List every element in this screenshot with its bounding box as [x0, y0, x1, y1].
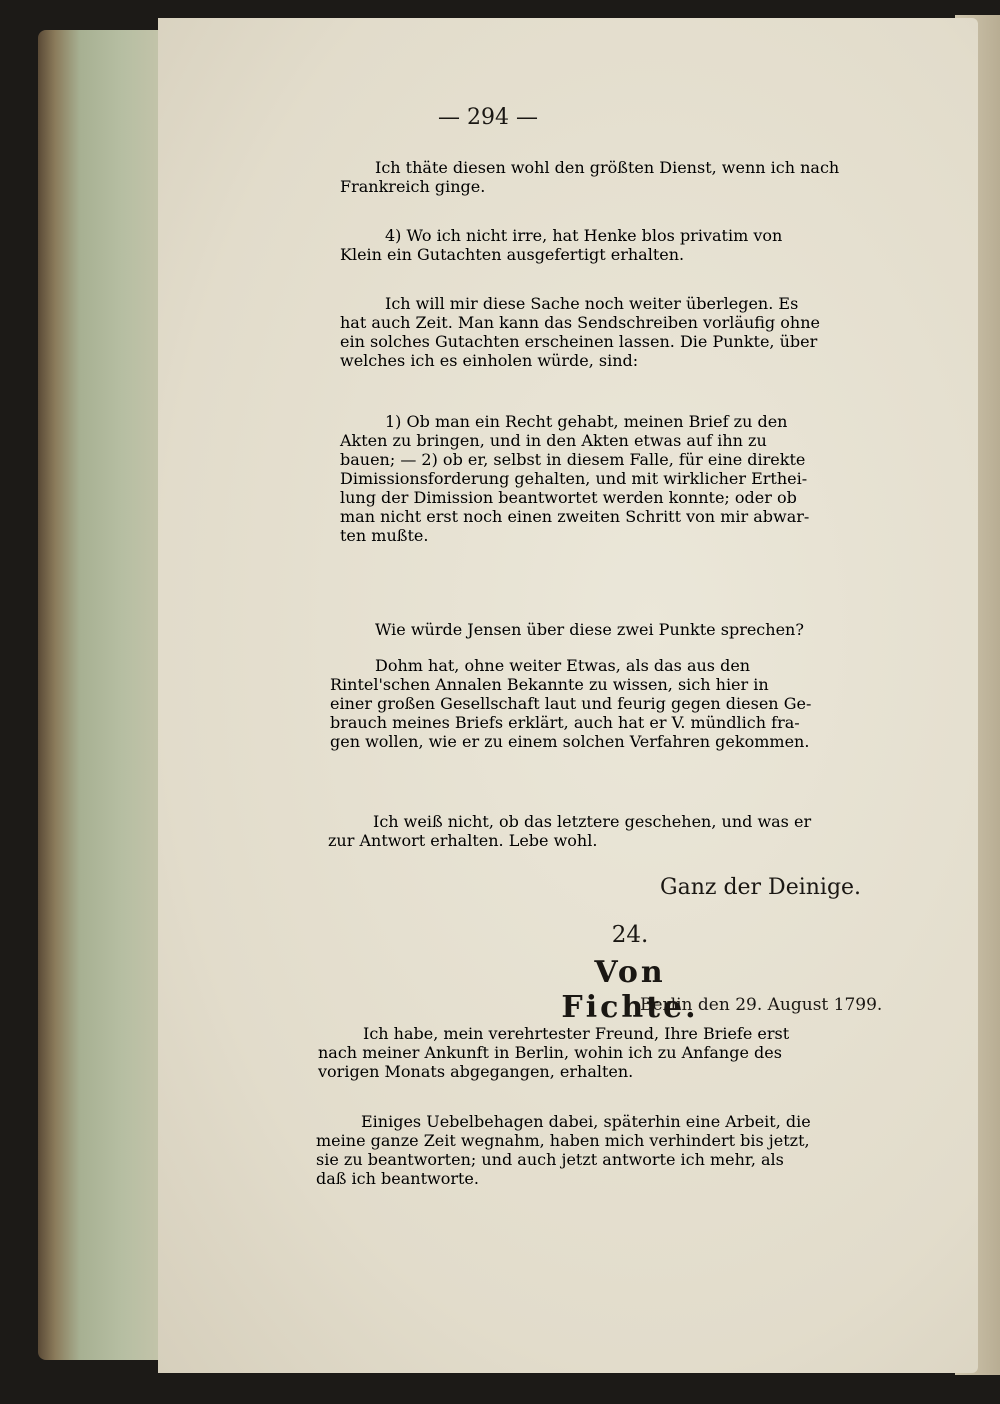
book-page-edges: [38, 30, 178, 1360]
paragraph: [340, 158, 940, 196]
text-line: zur Antwort erhalten. Lebe wohl.: [328, 831, 598, 850]
paragraph: [330, 656, 930, 751]
text-line: meine ganze Zeit wegnahm, haben mich verhindert bis jetzt,: [316, 1131, 810, 1150]
text-line: ein solches Gutachten erscheinen lassen. Die Punkte, über: [340, 332, 818, 351]
text-line: bauen; — 2) ob er, selbst in diesem Falle, für eine direkte: [340, 450, 806, 469]
text-line: gen wollen, wie er zu einem solchen Verfahren gekommen.: [330, 732, 810, 751]
paragraph: [328, 812, 928, 850]
text-line: sie zu beantworten; und auch jetzt antworte ich mehr, als: [316, 1150, 784, 1169]
text-line: welches ich es einholen würde, sind:: [340, 351, 639, 370]
text-line: daß ich beantworte.: [316, 1169, 479, 1188]
paragraph: [340, 226, 940, 264]
text-line: Akten zu bringen, und in den Akten etwas auf ihn zu: [340, 431, 767, 450]
text-line: einer großen Gesellschaft laut und feurig gegen diesen Ge-: [330, 694, 812, 713]
letter-signature: Ganz der Deinige.: [660, 875, 862, 900]
text-line: Dimissionsforderung gehalten, und mit wirklicher Erthei-: [340, 469, 808, 488]
text-line: man nicht erst noch einen zweiten Schritt von mir abwar-: [340, 507, 810, 526]
text-line: Frankreich ginge.: [340, 177, 486, 196]
paragraph: [340, 412, 940, 545]
text-line: lung der Dimission beantwortet werden konnte; oder ob: [340, 488, 797, 507]
letter-heading: Von Fichte.: [561, 955, 699, 1025]
text-line: 1) Ob man ein Recht gehabt, meinen Brief zu den: [385, 412, 788, 431]
text-line: vorigen Monats abgegangen, erhalten.: [318, 1062, 634, 1081]
text-line: Dohm hat, ohne weiter Etwas, als das aus den: [375, 656, 751, 675]
text-line: Ich weiß nicht, ob das letztere geschehen, und was er: [373, 812, 812, 831]
letter-number: 24.: [611, 922, 649, 948]
text-line: Klein ein Gutachten ausgefertigt erhalten.: [340, 245, 685, 264]
text-line: Wie würde Jensen über diese zwei Punkte sprechen?: [375, 620, 804, 639]
page-number: — 294 —: [438, 105, 538, 130]
letter-dateline: Berlin den 29. August 1799.: [640, 995, 883, 1015]
paragraph: [340, 294, 940, 370]
text-line: hat auch Zeit. Man kann das Sendschreiben vorläufig ohne: [340, 313, 820, 332]
paragraph: [318, 1024, 918, 1081]
text-line: Rintel'schen Annalen Bekannte zu wissen, sich hier in: [330, 675, 769, 694]
text-line: Ich thäte diesen wohl den größten Dienst, wenn ich nach: [375, 158, 840, 177]
text-line: nach meiner Ankunft in Berlin, wohin ich zu Anfange des: [318, 1043, 782, 1062]
paragraph: [316, 1112, 916, 1188]
paragraph: [340, 620, 940, 639]
text-line: Ich habe, mein verehrtester Freund, Ihre Briefe erst: [363, 1024, 790, 1043]
text-line: 4) Wo ich nicht irre, hat Henke blos privatim von: [385, 226, 783, 245]
text-line: Einiges Uebelbehagen dabei, späterhin eine Arbeit, die: [361, 1112, 811, 1131]
text-line: brauch meines Briefs erklärt, auch hat er V. mündlich fra-: [330, 713, 800, 732]
text-line: ten mußte.: [340, 526, 429, 545]
text-line: Ich will mir diese Sache noch weiter überlegen. Es: [385, 294, 799, 313]
